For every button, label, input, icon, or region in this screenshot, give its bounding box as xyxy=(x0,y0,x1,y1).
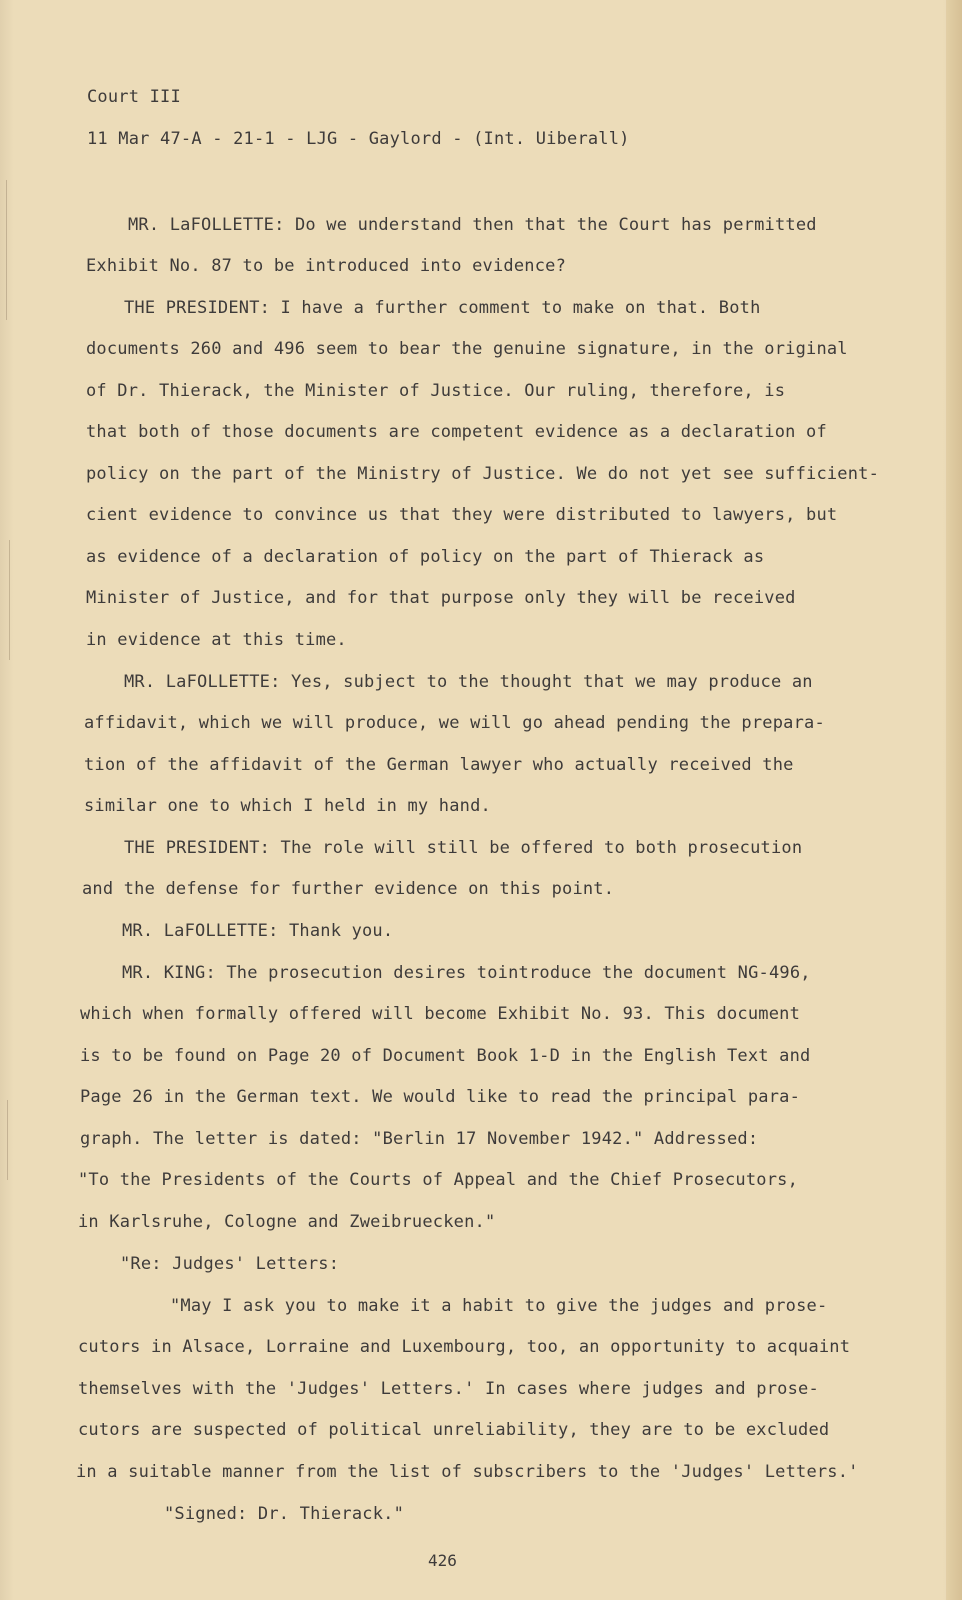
text-line: MR. KING: The prosecution desires tointroduce the document NG-496, xyxy=(122,963,811,983)
text-line: Page 26 in the German text. We would like to read the principal para- xyxy=(80,1087,801,1107)
text-line: "May I ask you to make it a habit to give the judges and prose- xyxy=(170,1296,828,1316)
text-line: THE PRESIDENT: I have a further comment to make on that. Both xyxy=(124,298,761,318)
text-line: is to be found on Page 20 of Document Book 1-D in the English Text and xyxy=(80,1046,811,1066)
text-line: cutors are suspected of political unreliability, they are to be excluded xyxy=(78,1420,830,1440)
text-line: which when formally offered will become Exhibit No. 93. This document xyxy=(80,1004,801,1024)
page-number: 426 xyxy=(428,1551,457,1570)
page-edge xyxy=(946,0,962,1600)
text-line: "To the Presidents of the Courts of Appeal and the Chief Prosecutors, xyxy=(78,1170,799,1190)
text-line: policy on the part of the Ministry of Justice. We do not yet see sufficient- xyxy=(86,464,880,484)
session-header: 11 Mar 47-A - 21-1 - LJG - Gaylord - (Int. Uiberall) xyxy=(87,129,630,149)
text-line: similar one to which I held in my hand. xyxy=(84,796,491,816)
text-line: and the defense for further evidence on this point. xyxy=(82,879,615,899)
text-line: cutors in Alsace, Lorraine and Luxembourg, too, an opportunity to acquaint xyxy=(78,1337,851,1357)
text-line: in Karlsruhe, Cologne and Zweibruecken." xyxy=(78,1212,496,1232)
text-line: that both of those documents are competent evidence as a declaration of xyxy=(86,422,827,442)
text-line: THE PRESIDENT: The role will still be offered to both prosecution xyxy=(124,838,803,858)
text-line: "Re: Judges' Letters: xyxy=(120,1254,340,1274)
text-line: MR. LaFOLLETTE: Yes, subject to the thought that we may produce an xyxy=(124,672,813,692)
text-line: Minister of Justice, and for that purpose only they will be received xyxy=(86,588,796,608)
paper-mark xyxy=(9,540,10,660)
text-line: MR. LaFOLLETTE: Do we understand then that the Court has permitted xyxy=(128,215,817,235)
text-line: themselves with the 'Judges' Letters.' In cases where judges and prose- xyxy=(78,1379,819,1399)
text-line: documents 260 and 496 seem to bear the genuine signature, in the original xyxy=(86,339,848,359)
paper-mark xyxy=(7,1100,8,1180)
text-line: in a suitable manner from the list of subscribers to the 'Judges' Letters.' xyxy=(76,1462,859,1482)
text-line: of Dr. Thierack, the Minister of Justice. Our ruling, therefore, is xyxy=(86,381,786,401)
text-line: MR. LaFOLLETTE: Thank you. xyxy=(122,921,394,941)
text-line: affidavit, which we will produce, we will go ahead pending the prepara- xyxy=(84,713,825,733)
text-line: tion of the affidavit of the German lawyer who actually received the xyxy=(84,755,794,775)
court-header: Court III xyxy=(87,87,181,107)
signature-line: "Signed: Dr. Thierack." xyxy=(164,1504,405,1524)
text-line: graph. The letter is dated: "Berlin 17 November 1942." Addressed: xyxy=(80,1129,759,1149)
text-line: in evidence at this time. xyxy=(86,630,347,650)
text-line: cient evidence to convince us that they were distributed to lawyers, but xyxy=(86,505,838,525)
text-line: Exhibit No. 87 to be introduced into evidence? xyxy=(86,256,567,276)
paper-mark xyxy=(6,180,7,320)
text-line: as evidence of a declaration of policy on the part of Thierack as xyxy=(86,547,765,567)
